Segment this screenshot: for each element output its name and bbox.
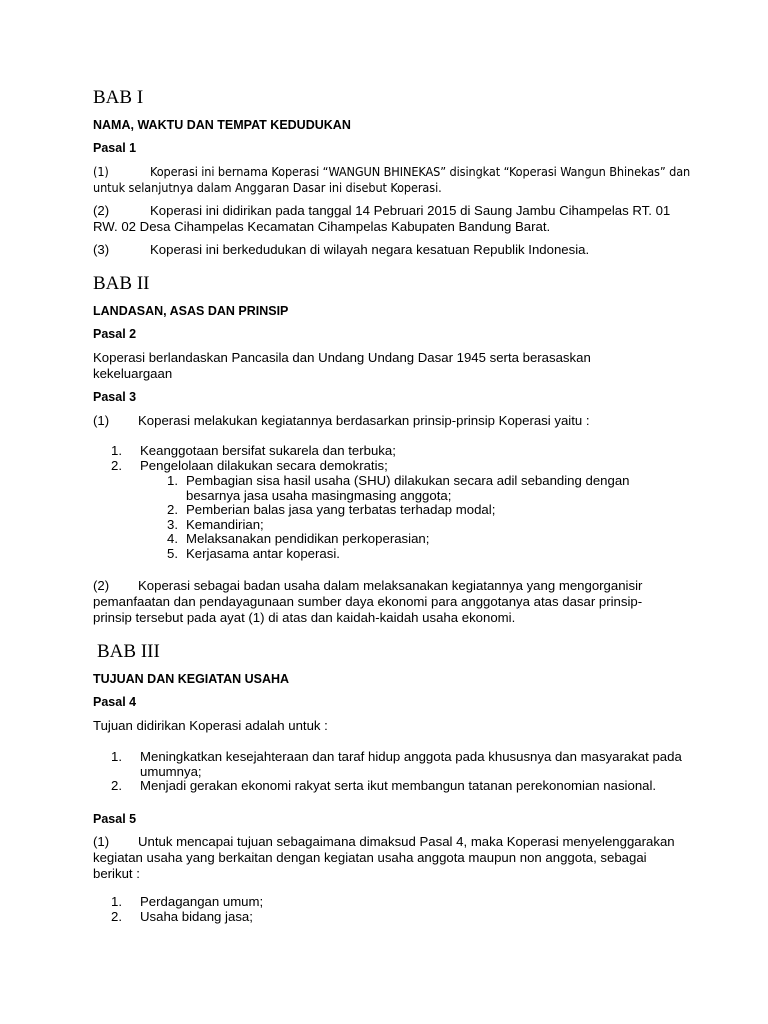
list-item: 2. Pengelolaan dilakukan secara demokratis; — [111, 457, 388, 473]
item-text: Koperasi sebagai badan usaha dalam melaksanakan kegiatannya yang mengorganisir pemanfaatan dan pendayagunaan sumber daya ekonomi para anggotanya atas dasar prinsip-prinsip tersebut pada ayat (1) di atas dan kaidah-kaidah usaha ekonomi. — [93, 578, 643, 625]
pasal-1-item-2 — [93, 203, 693, 235]
item-text: Koperasi melakukan kegiatannya berdasarkan prinsip-prinsip Koperasi yaitu : — [138, 413, 590, 428]
item-number: (2) — [93, 203, 110, 218]
pasal-2-text: Koperasi berlandaskan Pancasila dan Undang Undang Dasar 1945 serta berasaskan kekeluargaan — [93, 350, 591, 381]
pasal-5-list — [93, 895, 653, 924]
list-item: 1. Perdagangan umum; — [111, 894, 264, 909]
list-item: 2. Usaha bidang jasa; — [111, 908, 253, 924]
list-item: 1. Keanggotaan bersifat sukarela dan terbuka; — [111, 443, 396, 458]
item-number: (2) — [93, 578, 110, 593]
list-item: 2. Menjadi gerakan ekonomi rakyat serta ikut membangun tatanan perekonomian nasional. — [111, 778, 657, 794]
item-number: (3) — [93, 242, 110, 257]
pasal-1-item-1 — [93, 164, 693, 196]
item-number: (1) — [93, 164, 109, 179]
item-text: Koperasi ini bernama Koperasi “WANGUN BHINEKAS” disingkat “Koperasi Wangun Bhinekas” dan untuk selanjutnya dalam Anggaran Dasar ini disebut Koperasi. — [93, 164, 691, 195]
pasal-3-label: Pasal 3 — [93, 390, 137, 404]
item-text: Untuk mencapai tujuan sebagaimana dimaksud Pasal 4, maka Koperasi menyelenggarakan kegiatan usaha yang berkaitan dengan kegiatan usaha anggota maupun non anggota, sebagai berikut : — [93, 834, 675, 881]
bab-1-heading: BAB I — [93, 87, 144, 108]
pasal-5-label: Pasal 5 — [93, 812, 137, 826]
list-item: 3. Kemandirian; — [167, 516, 264, 532]
item-text: Koperasi ini berkedudukan di wilayah negara kesatuan Republik Indonesia. — [150, 242, 590, 257]
pasal-3-list — [93, 444, 653, 473]
item-text: Koperasi ini didirikan pada tanggal 14 Pebruari 2015 di Saung Jambu Cihampelas RT. 01 RW. 02 Desa Cihampelas Kecamatan Cihampelas Kabupaten Bandung Barat. — [93, 203, 671, 234]
bab-2-heading: BAB II — [93, 273, 150, 294]
list-item: 4. Melaksanakan pendidikan perkoperasian; — [167, 531, 430, 547]
item-number: (1) — [93, 834, 110, 849]
pasal-4-intro: Tujuan didirikan Koperasi adalah untuk : — [93, 718, 328, 733]
list-item: 5. Kerjasama antar koperasi. — [167, 545, 340, 561]
bab-2-title: LANDASAN, ASAS DAN PRINSIP — [93, 304, 289, 318]
pasal-1-label: Pasal 1 — [93, 141, 137, 155]
list-item: 2. Pemberian balas jasa yang terbatas terhadap modal; — [167, 502, 496, 518]
item-number: (1) — [93, 413, 110, 428]
bab-3-title: TUJUAN DAN KEGIATAN USAHA — [93, 672, 290, 686]
pasal-3-item-1 — [93, 413, 693, 429]
pasal-5-item-1 — [93, 834, 678, 882]
pasal-3-item-2 — [93, 578, 673, 626]
pasal-1-item-3 — [93, 242, 693, 258]
bab-3-heading: BAB III — [97, 641, 160, 662]
list-item: 1. Meningkatkan kesejahteraan dan taraf hidup anggota pada khususnya dan masyarakat pada umumnya; — [111, 749, 682, 779]
bab-1-title: NAMA, WAKTU DAN TEMPAT KEDUDUKAN — [93, 118, 351, 132]
list-item: 1. Pembagian sisa hasil usaha (SHU) dilakukan secara adil sebanding dengan besarnya jasa usaha masingmasing anggota; — [167, 473, 630, 503]
pasal-4-list — [93, 750, 683, 794]
pasal-2-label: Pasal 2 — [93, 327, 137, 341]
pasal-4-label: Pasal 4 — [93, 695, 137, 709]
pasal-3-sublist — [167, 473, 656, 562]
